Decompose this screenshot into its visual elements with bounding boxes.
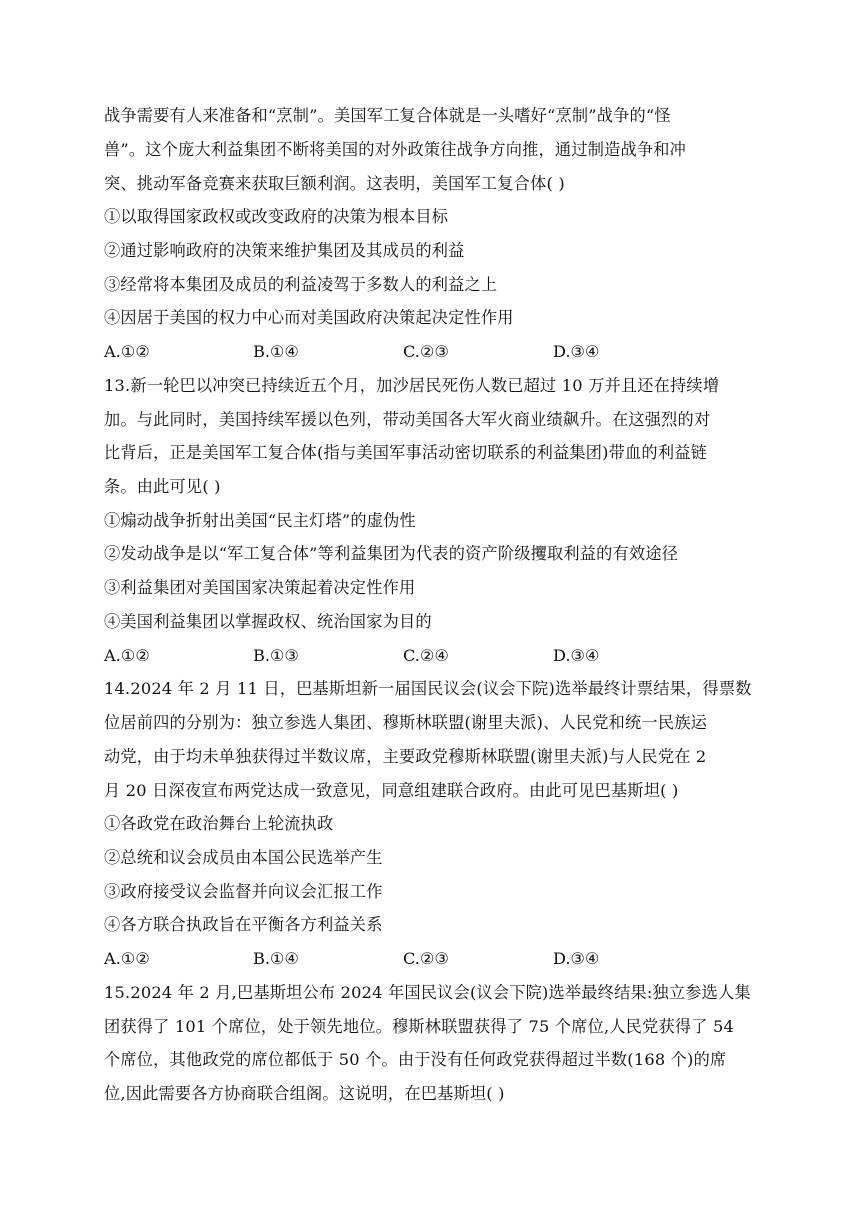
q13-item-1: ①煽动战争折射出美国“民主灯塔”的虚伪性	[104, 511, 416, 530]
q14-options	[104, 948, 624, 970]
q15-stem-line-3: 个席位，其他政党的席位都低于 50 个。由于没有任何政党获得超过半数(168 个)的席	[104, 1050, 727, 1069]
q12-option-b: B.①④	[253, 342, 300, 361]
q13-item-4: ④美国利益集团以掌握政权、统治国家为目的	[104, 612, 432, 631]
q14-option-a: A.①②	[104, 949, 150, 968]
q14-item-1: ①各政党在政治舞台上轮流执政	[104, 814, 334, 833]
q12-options	[104, 341, 624, 363]
q13-stem-line-4: 条。由此可见( )	[104, 477, 221, 496]
q12-option-a: A.①②	[104, 342, 150, 361]
q12-item-1: ①以取得国家政权或改变政府的决策为根本目标	[104, 207, 449, 226]
q14-item-3: ③政府接受议会监督并向议会汇报工作	[104, 882, 383, 901]
q14-stem-line-2: 位居前四的分别为：独立参选人集团、穆斯林联盟(谢里夫派)、人民党和统一民族运	[104, 713, 707, 732]
q12-option-d: D.③④	[553, 342, 600, 361]
q12-item-3: ③经常将本集团及成员的利益凌驾于多数人的利益之上	[104, 275, 498, 294]
q12-item-2: ②通过影响政府的决策来维护集团及其成员的利益	[104, 241, 465, 260]
q13-stem-line-3: 比背后，正是美国军工复合体(指与美国军事活动密切联系的利益集团)带血的利益链	[104, 443, 707, 462]
q14-option-d: D.③④	[553, 949, 600, 968]
q14-item-4: ④各方联合执政旨在平衡各方利益关系	[104, 915, 383, 934]
q12-stem-line-2: 兽”。这个庞大利益集团不断将美国的对外政策往战争方向推，通过制造战争和冲	[104, 140, 687, 159]
q13-option-a: A.①②	[104, 646, 150, 665]
q14-item-2: ②总统和议会成员由本国公民选举产生	[104, 848, 383, 867]
q13-option-c: C.②④	[403, 646, 449, 665]
q15-stem-line-2: 团获得了 101 个席位，处于领先地位。穆斯林联盟获得了 75 个席位,人民党获得了 54	[104, 1017, 734, 1036]
q13-option-d: D.③④	[553, 646, 600, 665]
q12-option-c: C.②③	[403, 342, 449, 361]
q13-stem-line-1: 13.新一轮巴以冲突已持续近五个月，加沙居民死伤人数已超过 10 万并且还在持续增	[104, 376, 720, 395]
q12-item-4: ④因居于美国的权力中心而对美国政府决策起决定性作用	[104, 308, 514, 327]
q14-stem-line-1: 14.2024 年 2 月 11 日，巴基斯坦新一届国民议会(议会下院)选举最终计票结果，得票数	[104, 679, 752, 698]
q13-item-2: ②发动战争是以“军工复合体”等利益集团为代表的资产阶级攫取利益的有效途径	[104, 544, 679, 563]
q13-options	[104, 645, 624, 667]
q14-option-b: B.①④	[253, 949, 300, 968]
q14-stem-line-3: 动党，由于均未单独获得过半数议席，主要政党穆斯林联盟(谢里夫派)与人民党在 2	[104, 747, 707, 766]
q12-stem-line-3: 突、挑动军备竞赛来获取巨额利润。这表明，美国军工复合体( )	[104, 174, 565, 193]
q13-item-3: ③利益集团对美国国家决策起着决定性作用	[104, 578, 416, 597]
q14-option-c: C.②③	[403, 949, 449, 968]
q15-stem-line-1: 15.2024 年 2 月,巴基斯坦公布 2024 年国民议会(议会下院)选举最终结果:独立参选人集	[104, 983, 751, 1002]
q15-stem-line-4: 位,因此需要各方协商联合组阁。这说明，在巴基斯坦( )	[104, 1084, 505, 1103]
q13-stem-line-2: 加。与此同时，美国持续军援以色列，带动美国各大军火商业绩飙升。在这强烈的对	[104, 410, 711, 429]
q12-stem-line-1: 战争需要有人来准备和“烹制”。美国军工复合体就是一头嗜好“烹制”战争的“怪	[104, 106, 671, 125]
q14-stem-line-4: 月 20 日深夜宣布两党达成一致意见，同意组建联合政府。由此可见巴基斯坦( )	[104, 781, 679, 800]
q13-option-b: B.①③	[253, 646, 300, 665]
